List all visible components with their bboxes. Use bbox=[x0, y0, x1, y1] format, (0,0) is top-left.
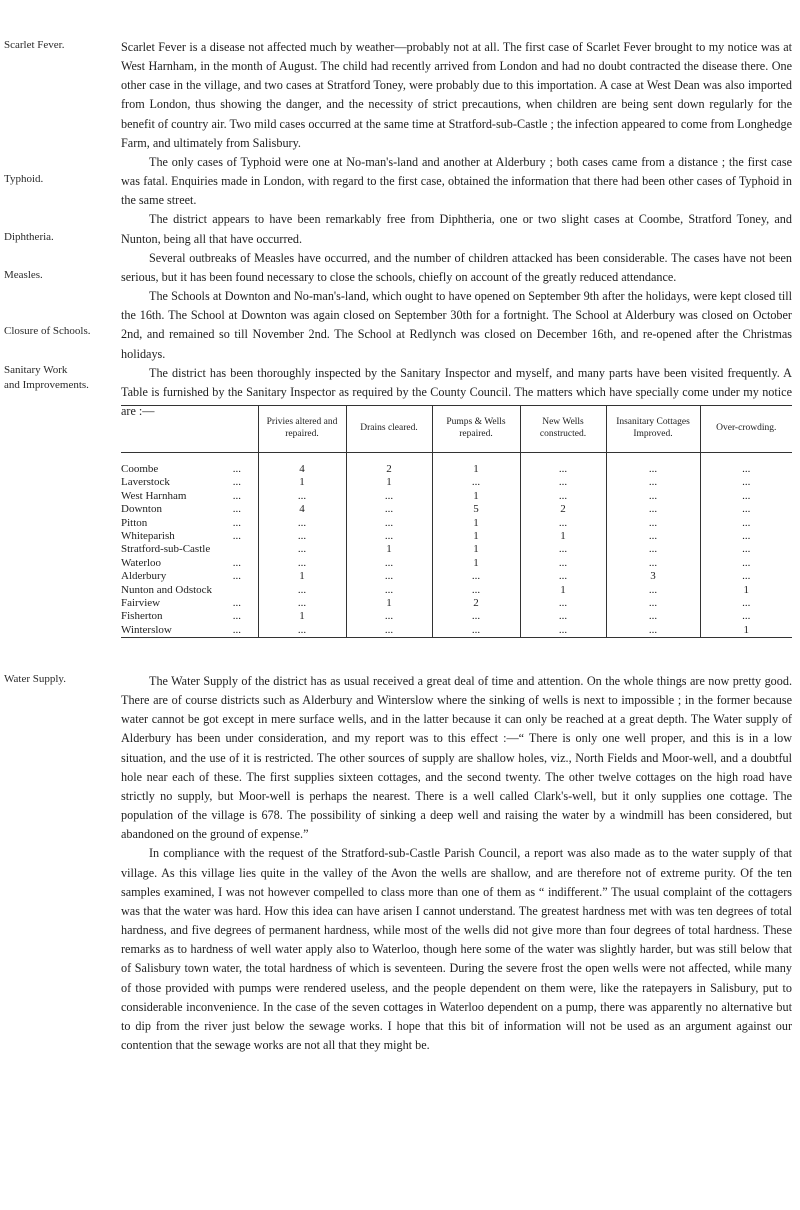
table-cell: ... bbox=[258, 517, 346, 530]
table-row bbox=[121, 624, 792, 638]
paragraph-closure-of-schools: The Schools at Downton and No-man's-land, which ought to have opened on September 9th after the holidays, were kept closed till the 16th. The School at Downton was again closed on September 30th for a fortnight. The School at Alderbury was closed on October 2nd, and remained so till November 2nd. The School at Redlynch was closed on December 16th, and re-opened after the Christmas holidays. bbox=[121, 289, 792, 361]
table-cell: ... bbox=[258, 543, 346, 556]
table-cell: ... bbox=[606, 530, 700, 543]
table-row bbox=[121, 610, 792, 623]
table-row bbox=[121, 557, 792, 570]
paragraph-stratford-water: In compliance with the request of the Stratford-sub-Castle Parish Council, a report was also made as to the water supply of that village. As this village lies quite in the valley of the Avon the wells are shallow, and are therefore not of extreme purity. Of the ten samples examined, I was not however compelled to class more than one of them as “ indifferent.” The usual complaint of the cottagers was that the water was hard. How this idea can have arisen I cannot understand. The greatest hardness met with was ten degrees of total hardness, and five degrees of permanent hardness, while most of the wells did not give more than four degrees of total hardness. These remarks as to hardness of well water apply also to Waterloo, though here some of the water was slightly harder, but was still below that of Salisbury town water, the total hardness of which is seventeen. During the severe frost the open wells were not affected, while many of those provided with pumps were rendered useless, and the people dependent on them were, like the ratepayers in Salisbury, put to considerable inconvenience. In the case of the seven cottages in Waterloo dependent on a pump, there was apparently no alternative but to dip from the river just below the sewage works. I hope that this bit of information will not be used as an argument against our contention that the sewage works are not all that they might be. bbox=[121, 846, 792, 1052]
table-cell: 1 bbox=[432, 490, 520, 503]
table-cell: ... bbox=[700, 476, 792, 489]
paragraph-diphtheria: The district appears to have been remarkably free from Diphtheria, one or two slight cases at Coombe, Stratford Toney, and Nunton, being all that have occurred. bbox=[121, 212, 792, 246]
table-cell: ... bbox=[258, 624, 346, 638]
table-cell: ... bbox=[346, 517, 432, 530]
table-cell: ... bbox=[520, 490, 606, 503]
table-cell: ... bbox=[346, 610, 432, 623]
table-cell: 1 bbox=[258, 476, 346, 489]
table-cell: ... bbox=[520, 517, 606, 530]
table-cell: 1 bbox=[520, 530, 606, 543]
place-name: Stratford-sub-Castle bbox=[121, 543, 211, 556]
place-cell bbox=[121, 476, 258, 489]
table-cell: 1 bbox=[432, 557, 520, 570]
table-cell: ... bbox=[346, 584, 432, 597]
table-spacer-row bbox=[121, 453, 792, 464]
place-cell bbox=[121, 624, 258, 638]
side-note-diphtheria: Diphtheria. bbox=[4, 231, 54, 243]
place-cell bbox=[121, 530, 258, 543]
table-cell: ... bbox=[700, 503, 792, 516]
table-row bbox=[121, 476, 792, 489]
header-pumps-wells: Pumps & Wells repaired. bbox=[432, 406, 520, 453]
leader-dots: ... bbox=[232, 476, 241, 489]
table-body bbox=[121, 453, 792, 638]
table-cell: ... bbox=[346, 557, 432, 570]
table-cell: ... bbox=[432, 610, 520, 623]
header-place bbox=[121, 406, 258, 453]
table-row bbox=[121, 543, 792, 556]
table-cell: ... bbox=[606, 517, 700, 530]
table-cell: ... bbox=[520, 597, 606, 610]
table-cell: 3 bbox=[606, 570, 700, 583]
leader-dots: ... bbox=[232, 503, 241, 516]
side-note-closure-of-schools: Closure of Schools. bbox=[4, 325, 91, 337]
side-note-sanitary-work bbox=[4, 363, 110, 393]
leader-dots: ... bbox=[232, 597, 241, 610]
header-drains: Drains cleared. bbox=[346, 406, 432, 453]
place-name: Fisherton bbox=[121, 610, 163, 623]
leader-dots: ... bbox=[232, 489, 241, 502]
paragraph-scarlet-fever: Scarlet Fever is a disease not affected much by weather—probably not at all. The first case of Scarlet Fever brought to my notice was at West Harnham, in the month of August. The child had recently arrived from London and had no doubt contracted the disease there. One other case in the village, and two cases at Stratford Toney, were probably due to this importation. A case at West Dean was also imported from London, thus showing the danger, and the necessity of strict precautions, when children are being sent down regularly for the benefit of country air. Two mild cases occurred at the same time at Stratford-sub-Castle ; the infection appeared to come from Longhedge Farm, and ultimately from Salisbury. bbox=[121, 40, 792, 150]
table-cell: ... bbox=[432, 476, 520, 489]
table-cell: 1 bbox=[432, 543, 520, 556]
table-cell: ... bbox=[432, 584, 520, 597]
header-new-wells: New Wells constructed. bbox=[520, 406, 606, 453]
table-cell: ... bbox=[606, 624, 700, 638]
leader-dots: ... bbox=[232, 610, 241, 623]
place-cell bbox=[121, 463, 258, 476]
table-cell: 4 bbox=[258, 463, 346, 476]
table-row bbox=[121, 530, 792, 543]
place-cell bbox=[121, 503, 258, 516]
place-name: West Harnham bbox=[121, 489, 187, 502]
table-row bbox=[121, 517, 792, 530]
place-cell bbox=[121, 543, 258, 556]
table-cell: ... bbox=[346, 490, 432, 503]
table-cell: ... bbox=[520, 543, 606, 556]
table-cell: ... bbox=[258, 530, 346, 543]
leader-dots: ... bbox=[232, 463, 241, 475]
place-name: Alderbury bbox=[121, 570, 167, 583]
header-overcrowding: Over-crowding. bbox=[700, 406, 792, 453]
table-cell: ... bbox=[606, 543, 700, 556]
place-cell bbox=[121, 570, 258, 583]
table-cell: ... bbox=[520, 476, 606, 489]
place-name: Coombe bbox=[121, 463, 159, 475]
table-cell: 2 bbox=[432, 597, 520, 610]
table-cell: ... bbox=[346, 570, 432, 583]
table-cell: ... bbox=[432, 570, 520, 583]
place-name: Nunton and Odstock bbox=[121, 583, 213, 596]
side-note-measles: Measles. bbox=[4, 269, 43, 281]
header-privies: Privies altered and repaired. bbox=[258, 406, 346, 453]
table-cell: 1 bbox=[520, 584, 606, 597]
table-cell: ... bbox=[700, 490, 792, 503]
table-cell: ... bbox=[346, 530, 432, 543]
table-header-row bbox=[121, 406, 792, 453]
table-cell: ... bbox=[346, 503, 432, 516]
table-cell: 1 bbox=[346, 476, 432, 489]
place-cell bbox=[121, 557, 258, 570]
table-cell: ... bbox=[700, 463, 792, 476]
table-cell: ... bbox=[520, 463, 606, 476]
place-cell bbox=[121, 597, 258, 610]
table-cell: ... bbox=[606, 597, 700, 610]
place-name: Waterloo bbox=[121, 556, 162, 569]
header-insanitary-cottages: Insanitary Cottages Improved. bbox=[606, 406, 700, 453]
table-cell: 2 bbox=[346, 463, 432, 476]
table-cell: ... bbox=[520, 624, 606, 638]
table-cell: 1 bbox=[346, 597, 432, 610]
table-cell: ... bbox=[700, 597, 792, 610]
table-cell: ... bbox=[520, 557, 606, 570]
table-cell: ... bbox=[258, 584, 346, 597]
side-note-scarlet-fever: Scarlet Fever. bbox=[4, 39, 65, 51]
place-cell bbox=[121, 490, 258, 503]
table-row bbox=[121, 463, 792, 476]
paragraph-typhoid: The only cases of Typhoid were one at No-man's-land and another at Alderbury ; both cases came from a distance ; the first case was fatal. Enquiries made in London, with regard to the first case, obtained the information that there had been other cases of Typhoid in the same street. bbox=[121, 154, 792, 208]
table-row bbox=[121, 597, 792, 610]
table-row bbox=[121, 503, 792, 516]
table-cell: ... bbox=[700, 530, 792, 543]
table-cell: ... bbox=[432, 624, 520, 638]
table-cell: 1 bbox=[432, 463, 520, 476]
place-cell bbox=[121, 517, 258, 530]
table-cell: ... bbox=[606, 584, 700, 597]
place-name: Whiteparish bbox=[121, 530, 175, 543]
table-row bbox=[121, 570, 792, 583]
place-cell bbox=[121, 610, 258, 623]
table-cell: ... bbox=[258, 557, 346, 570]
table-cell: ... bbox=[700, 610, 792, 623]
place-name: Pitton bbox=[121, 516, 148, 529]
leader-dots: ... bbox=[232, 530, 241, 543]
table-cell: 4 bbox=[258, 503, 346, 516]
table-cell: ... bbox=[606, 463, 700, 476]
table-row bbox=[121, 584, 792, 597]
paragraph-measles: Several outbreaks of Measles have occurred, and the number of children attacked has been considerable. The cases have not been serious, but it has been found necessary to close the schools, chiefly on account of the greatly reduced attendance. bbox=[121, 250, 792, 284]
table-cell: 1 bbox=[258, 610, 346, 623]
table-cell: 1 bbox=[432, 517, 520, 530]
table-cell: ... bbox=[606, 476, 700, 489]
table-cell: ... bbox=[700, 570, 792, 583]
table-cell: 1 bbox=[258, 570, 346, 583]
table-cell: 1 bbox=[346, 543, 432, 556]
leader-dots: ... bbox=[232, 556, 241, 569]
place-name: Winterslow bbox=[121, 623, 172, 636]
table-cell: ... bbox=[606, 503, 700, 516]
paragraph-sanitary-work: The district has been thoroughly inspected by the Sanitary Inspector and myself, and many parts have been visited frequently. A Table is furnished by the Sanitary Inspector as required by the County Council. The matters which have specially come under my notice are :— bbox=[121, 365, 792, 418]
table-cell: ... bbox=[258, 597, 346, 610]
table-cell: ... bbox=[346, 624, 432, 638]
table-cell: ... bbox=[606, 490, 700, 503]
place-name: Downton bbox=[121, 503, 162, 516]
table-cell: ... bbox=[700, 543, 792, 556]
table-cell: 2 bbox=[520, 503, 606, 516]
side-note-sanitary-line1: Sanitary Work bbox=[4, 364, 68, 376]
table-cell: ... bbox=[520, 570, 606, 583]
paragraph-water-supply: The Water Supply of the district has as usual received a great deal of time and attention. On the whole things are now pretty good. There are of course districts such as Alderbury and Winterslow where the sinking of wells is next to impossible ; in the former because water cannot be got except in mere surface wells, and in the latter because it can only be reached at a great depth. The Water supply of Alderbury has been under consideration, and my report was to this effect :—“ There is only one well proper, and this is in a low situation, and the use of it is restricted. The other sources of supply are shallow holes, viz., North Fields and Moor-well, and a doubtful hole near each of these. The first supplies sixteen cottages, and the second twenty. The other twelve cottages on the high road have strictly no supply, but Moor-well is perhaps the nearest. There is a well called Clark's-well, but it only supplies one cottage. The population of the village is 678. The possibility of sinking a deep well and raising the water by a windmill has been considered, but abandoned on the ground of expense.” bbox=[121, 674, 792, 842]
table-cell: ... bbox=[700, 517, 792, 530]
side-note-typhoid: Typhoid. bbox=[4, 173, 44, 185]
leader-dots: ... bbox=[232, 623, 241, 636]
table-cell: ... bbox=[606, 610, 700, 623]
lower-body-text bbox=[121, 672, 792, 1055]
table-cell: ... bbox=[700, 557, 792, 570]
table-cell: 1 bbox=[432, 530, 520, 543]
table-cell: 5 bbox=[432, 503, 520, 516]
table-cell: ... bbox=[258, 490, 346, 503]
side-note-sanitary-line2: and Improvements. bbox=[4, 379, 89, 391]
upper-body-text bbox=[121, 38, 792, 421]
leader-dots: ... bbox=[232, 570, 241, 583]
table-cell: 1 bbox=[700, 624, 792, 638]
side-note-water-supply: Water Supply. bbox=[4, 673, 66, 685]
place-name: Laverstock bbox=[121, 476, 170, 489]
table-cell: ... bbox=[606, 557, 700, 570]
table-cell: 1 bbox=[700, 584, 792, 597]
place-cell bbox=[121, 584, 258, 597]
sanitary-work-table bbox=[121, 405, 792, 638]
table-row bbox=[121, 490, 792, 503]
leader-dots: ... bbox=[232, 516, 241, 529]
place-name: Fairview bbox=[121, 597, 161, 610]
table-cell: ... bbox=[520, 610, 606, 623]
